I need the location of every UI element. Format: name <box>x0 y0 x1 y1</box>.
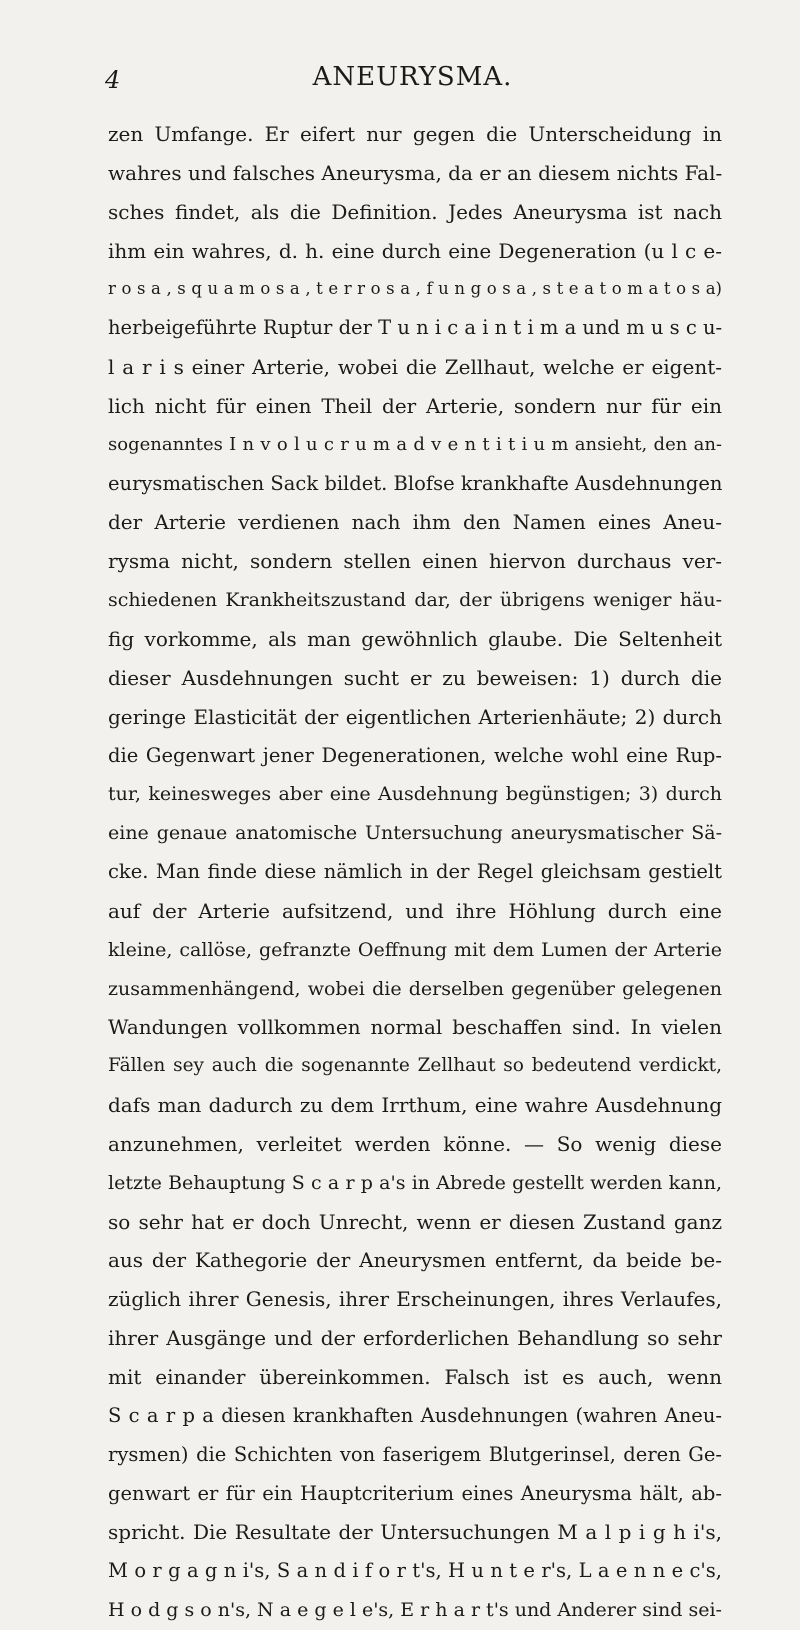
page-number: 4 <box>105 66 121 94</box>
text-line: M o r g a g n i's, S a n d i f o r t's, H u n t e r's, L a e n n e c's, <box>108 1559 722 1583</box>
text-line: Wandungen vollkommen normal beschaffen sind. In vielen <box>108 1015 722 1040</box>
text-line: ihrer Ausgänge und der erforderlichen Behandlung so sehr <box>108 1326 722 1351</box>
text-line: rysmen) die Schichten von faserigem Blutgerinsel, deren Ge- <box>108 1442 722 1466</box>
text-line: züglich ihrer Genesis, ihrer Erscheinungen, ihres Verlaufes, <box>108 1287 722 1312</box>
body-text <box>108 115 722 1630</box>
text-line: lich nicht für einen Theil der Arterie, sondern nur für ein <box>108 393 722 418</box>
text-line: H o d g s o n's, N a e g e l e's, E r h a r t's und Anderer sind sei- <box>108 1599 722 1622</box>
text-line: schiedenen Krankheitszustand dar, der übrigens weniger häu- <box>108 589 722 612</box>
text-line: anzunehmen, verleitet werden könne. — So wenig diese <box>108 1131 722 1156</box>
running-title: ANEURYSMA. <box>312 62 513 92</box>
text-line: fig vorkomme, als man gewöhnlich glaube. Die Seltenheit <box>108 626 722 651</box>
text-line: Fällen sey auch die sogenannte Zellhaut so bedeutend verdickt, <box>108 1055 722 1077</box>
text-line: so sehr hat er doch Unrecht, wenn er diesen Zustand ganz <box>108 1209 722 1234</box>
text-line: die Gegenwart jener Degenerationen, welche wohl eine Rup- <box>108 743 722 767</box>
text-line: genwart er für ein Hauptcriterium eines Aneurysma hält, ab- <box>108 1481 722 1505</box>
text-line: r o s a , s q u a m o s a , t e r r o s a , f u n g o s a , s t e a t o m a t o s a) <box>108 279 722 299</box>
text-line: dieser Ausdehnungen sucht er zu beweisen: 1) durch die <box>108 665 722 690</box>
text-line: rysma nicht, sondern stellen einen hiervon durchaus ver- <box>108 549 722 574</box>
text-line: sogenanntes I n v o l u c r u m a d v e n t i t i u m ansieht, den an- <box>108 433 722 455</box>
text-line: auf der Arterie aufsitzend, und ihre Höhlung durch eine <box>108 898 722 923</box>
text-line: eine genaue anatomische Untersuchung aneurysmatischer Sä- <box>108 822 722 845</box>
text-line: spricht. Die Resultate der Untersuchungen M a l p i g h i's, <box>108 1520 722 1545</box>
text-line: dafs man dadurch zu dem Irrthum, eine wahre Ausdehnung <box>108 1093 722 1118</box>
text-line: S c a r p a diesen krankhaften Ausdehnungen (wahren Aneu- <box>108 1403 722 1427</box>
text-line: herbeigeführte Ruptur der T u n i c a i n t i m a und m u s c u- <box>108 316 723 340</box>
text-line: aus der Kathegorie der Aneurysmen entfernt, da beide be- <box>108 1248 722 1273</box>
text-line: tur, keinesweges aber eine Ausdehnung begünstigen; 3) durch <box>108 783 722 806</box>
text-line: ihm ein wahres, d. h. eine durch eine Degeneration (u l c e- <box>108 238 722 263</box>
text-line: zen Umfange. Er eifert nur gegen die Unterscheidung in <box>108 122 722 146</box>
text-line: mit einander übereinkommen. Falsch ist es auch, wenn <box>108 1365 722 1389</box>
text-line: zusammenhängend, wobei die derselben gegenüber gelegenen <box>108 977 722 1000</box>
text-line: wahres und falsches Aneurysma, da er an diesem nichts Fal- <box>108 160 723 185</box>
text-line: l a r i s einer Arterie, wobei die Zellhaut, welche er eigent- <box>108 355 722 380</box>
text-line: letzte Behauptung S c a r p a's in Abrede gestellt werden kann, <box>108 1171 722 1194</box>
text-line: kleine, callöse, gefranzte Oeffnung mit dem Lumen der Arterie <box>108 938 722 961</box>
text-line: sches findet, als die Definition. Jedes Aneurysma ist nach <box>108 199 722 224</box>
text-line: der Arterie verdienen nach ihm den Namen eines Aneu- <box>108 510 722 535</box>
text-line: cke. Man finde diese nämlich in der Regel gleichsam gestielt <box>108 860 722 884</box>
page-header <box>105 62 720 102</box>
text-line: eurysmatischen Sack bildet. Blofse krankhafte Ausdehnungen <box>108 471 723 495</box>
text-line: geringe Elasticität der eigentlichen Arterienhäute; 2) durch <box>108 704 722 729</box>
